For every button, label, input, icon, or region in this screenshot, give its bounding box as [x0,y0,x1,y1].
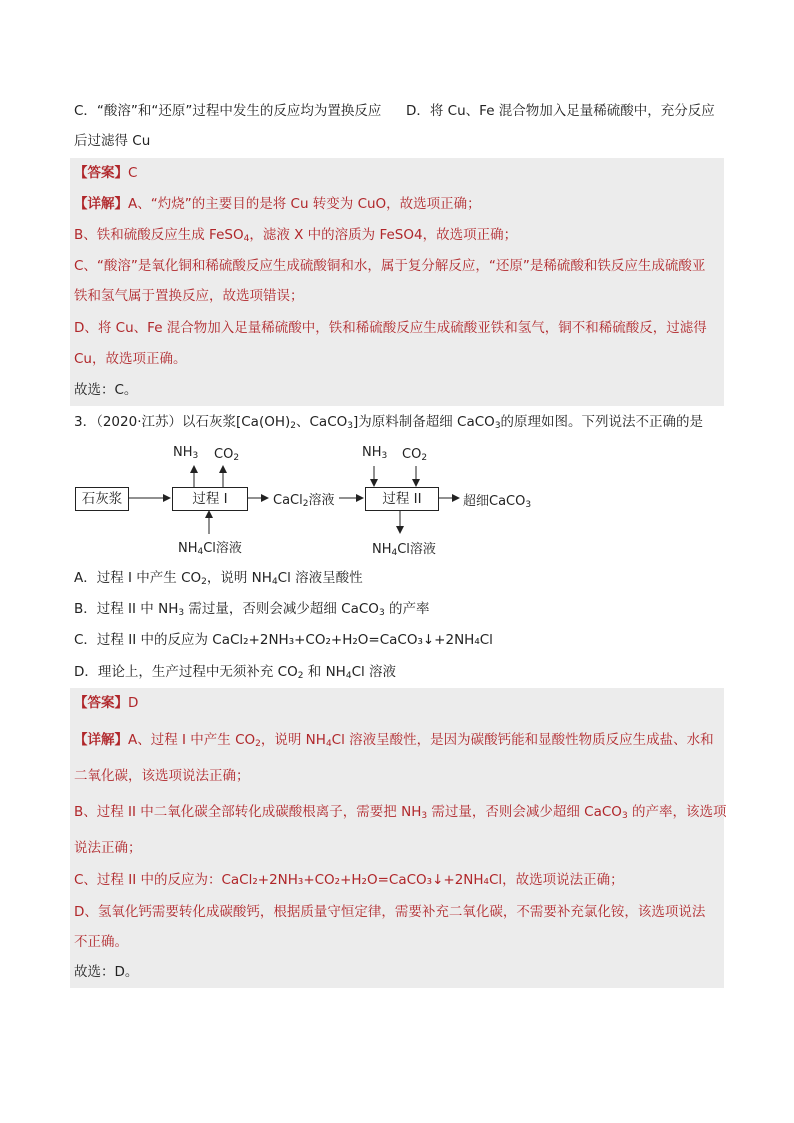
question-3-stem: 3．（2020·江苏）以石灰浆[$Ca(OH)_2$、CaCO$_3$]为原料制备超细 CaCO$_3$的原理如图。下列说法不正确的是 [74,414,704,431]
answer-line-q3 [74,693,138,713]
label-ultrafine-caco3: 超细CaCO$_3$ [463,494,532,510]
detail-a1-q3: 【详解】A、过程 I 中产生 $CO_2$，说明 $NH_4Cl$ 溶液呈酸性，是因为碳酸钙能和显酸性物质反应生成盐、水和 [74,732,714,749]
option-d-line1: D．将 Cu、Fe 混合物加入足量稀硫酸中，充分反应 [406,103,715,119]
q3-option-b: B．过程 II 中 $NH_3$ 需过量，否则会减少超细 CaCO$_3$ 的产率 [74,601,430,618]
detail-c2-q2: 铁和氢气属于置换反应，故选项错误； [74,288,304,304]
detail-a2-q3: 二氧化碳，该选项说法正确； [74,768,250,784]
label-p1-nh4cl: $NH_4Cl$溶液 [178,541,242,557]
label-cacl2-solution: CaCl$_2$溶液 [273,493,335,509]
box-lime-slurry: 石灰浆 [75,487,129,511]
detail-a-q2: 【详解】A、“灼烧”的主要目的是将 Cu 转变为 CuO，故选项正确； [74,196,481,212]
option-c: C．“酸溶”和“还原”过程中发生的反应均为置换反应 [74,103,382,119]
q3-option-d: D．理论上，生产过程中无须补充 $CO_2$ 和 $NH_4Cl$ 溶液 [74,664,397,681]
answer-value: C [128,165,138,181]
choice-q3: 故选：D。 [74,964,139,980]
box-process-1: 过程 I [172,487,248,511]
label-p2-co2: $CO_2$ [402,447,428,463]
detail-d2-q2: Cu，故选项正确。 [74,351,187,367]
answer-tag: 【答案】 [74,165,128,181]
detail-d1-q3: D、氢氧化钙需要转化成碳酸钙，根据质量守恒定律，需要补充二氧化碳，不需要补充氯化铵，该选项说法 [74,904,706,920]
detail-b1-q3: B、过程 II 中二氧化碳全部转化成碳酸根离子，需要把 $NH_3$ 需过量，否则会减少超细 CaCO$_3$ 的产率，该选项 [74,804,727,821]
detail-d1-q2: D、将 Cu、Fe 混合物加入足量稀硫酸中，铁和稀硫酸反应生成硫酸亚铁和氢气，铜不和稀硫酸反，过滤得 [74,320,707,336]
detail-c-q3: C、过程 II 中的反应为：CaCl₂+2NH₃+CO₂+H₂O=CaCO₃↓+2NH₄Cl，故选项说法正确； [74,872,624,888]
q3-option-c: C．过程 II 中的反应为 CaCl₂+2NH₃+CO₂+H₂O=CaCO₃↓+2NH₄Cl [74,632,493,648]
q3-option-a: A．过程 I 中产生 $CO_2$，说明 $NH_4Cl$ 溶液呈酸性 [74,570,363,587]
label-p2-nh3: $NH_3$ [362,445,388,461]
option-d-line2: 后过滤得 Cu [74,133,151,149]
answer-value: D [128,695,139,711]
label-p1-co2: $CO_2$ [214,447,240,463]
detail-b2-q3: 说法正确； [74,840,142,856]
label-p2-nh4cl: $NH_4Cl$溶液 [372,542,436,558]
answer-tag: 【答案】 [74,695,128,711]
detail-b-q2: B、铁和硫酸反应生成 FeSO$_4$，滤液 X 中的溶质为 FeSO4，故选项正确； [74,227,518,244]
box-process-2: 过程 II [365,487,439,511]
label-p1-nh3: $NH_3$ [173,445,199,461]
choice-q2: 故选：C。 [74,382,138,398]
detail-d2-q3: 不正确。 [74,934,128,950]
detail-c1-q2: C、“酸溶”是氧化铜和稀硫酸反应生成硫酸铜和水，属于复分解反应，“还原”是稀硫酸和铁反应生成硫酸亚 [74,258,706,274]
